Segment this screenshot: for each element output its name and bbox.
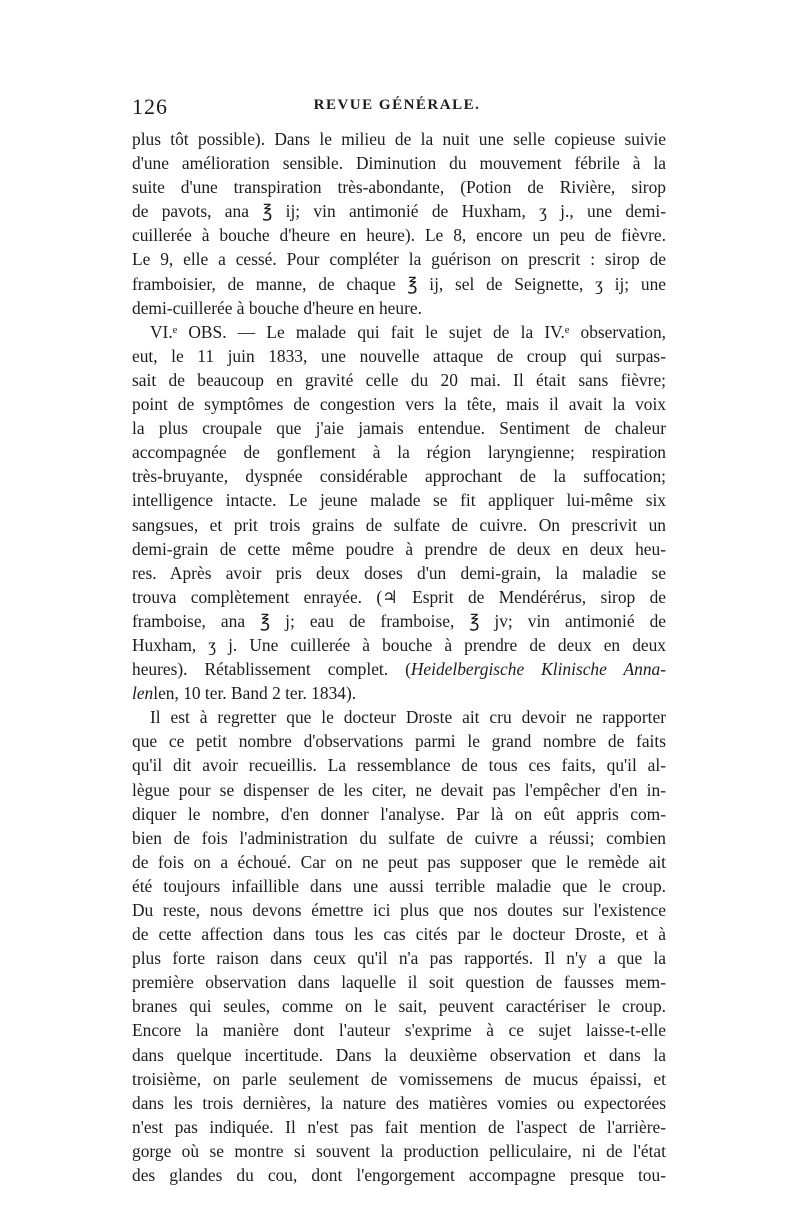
text-line: demi-grain de cette même poudre à prendre de deux en deux heu- (132, 538, 666, 559)
text-line: dans les trois dernières, la nature des matières vomies ou expectorées (132, 1092, 666, 1113)
text-line: eut, le 11 juin 1833, une nouvelle attaque de croup qui surpas- (132, 345, 666, 366)
text-line: cuillerée à bouche d'heure en heure). Le 8, encore un peu de fièvre. (132, 225, 666, 246)
text-line: plus forte raison dans ceux qu'il n'a pas rapportés. Il n'y a que la (132, 948, 666, 969)
text-line: intelligence intacte. Le jeune malade se fit appliquer lui-même six (132, 490, 666, 511)
journal-title-suffix: len (132, 683, 154, 704)
text-line: demi-cuillerée à bouche d'heure en heure. (132, 297, 422, 318)
page-number: 126 (132, 94, 168, 119)
text-line: point de symptômes de congestion vers la tête, mais il avait la voix (132, 394, 666, 415)
text-line: très-bruyante, dyspnée considérable approchant de la suffocation; (132, 466, 666, 487)
text-line: Il est à regretter que le docteur Droste ait cru devoir ne rapporter (150, 707, 666, 728)
text-line: Huxham, ʒ j. Une cuillerée à bouche à prendre de deux en deux (132, 634, 666, 655)
journal-title: Heidelbergische Klinische Anna- (410, 659, 666, 680)
text-line: Encore la manière dont l'auteur s'exprime à ce sujet laisse-t-elle (132, 1020, 666, 1041)
text-line: framboisier, de manne, de chaque ℥ ij, sel de Seignette, ʒ ij; une (132, 273, 666, 294)
text-line: sait de beaucoup en gravité celle du 20 mai. Il était sans fièvre; (132, 369, 666, 390)
text-line: des glandes du cou, dont l'engorgement accompagne presque tou- (132, 1165, 666, 1186)
text-line: VI.ᵉ OBS. — Le malade qui fait le sujet de la IV.ᵉ observation, (150, 321, 666, 342)
text-line: bien de fois l'administration du sulfate de cuivre a réussi; combien (132, 827, 666, 848)
page-header (132, 94, 662, 120)
text-line: de cette affection dans tous les cas cités par le docteur Droste, et à (132, 924, 666, 945)
text-line: Du reste, nous devons émettre ici plus que nos doutes sur l'existence (132, 900, 666, 920)
text-line: dans quelque incertitude. Dans la deuxième observation et dans la (132, 1044, 666, 1065)
citation-tail: len, 10 ter. Band 2 ter. 1834). (153, 683, 357, 704)
text-line: qu'il dit avoir recueillis. La ressemblance de tous ces faits, qu'il al- (132, 755, 666, 776)
text-line: n'est pas indiquée. Il n'est pas fait mention de l'aspect de l'arrière- (132, 1116, 666, 1137)
text-line: suite d'une transpiration très-abondante, (Potion de Rivière, sirop (132, 177, 666, 198)
text-line: de pavots, ana ℥ ij; vin antimonié de Huxham, ʒ j., une demi- (132, 201, 666, 222)
text-line: de fois on a échoué. Car on ne peut pas supposer que le remède ait (132, 851, 666, 872)
text-line: diquer le nombre, d'en donner l'analyse. Par là on eût appris com- (132, 803, 666, 824)
text-line: trouva complètement enrayée. (♃ Esprit de Mendérérus, sirop de (132, 586, 666, 607)
text-line: plus tôt possible). Dans le milieu de la nuit une selle copieuse suivie (132, 129, 666, 149)
text-line: la plus croupale que j'aie jamais entendue. Sentiment de chaleur (132, 418, 666, 439)
text-line: res. Après avoir pris deux doses d'un demi-grain, la maladie se (132, 562, 666, 583)
citation-lead: heures). Rétablissement complet. ( (132, 659, 411, 680)
running-head: REVUE GÉNÉRALE. (313, 97, 481, 113)
text-line: accompagnée de gonflement à la région laryngienne; respiration (132, 442, 666, 463)
text-line: gorge où se montre si souvent la production pelliculaire, ni de l'état (132, 1140, 666, 1161)
text-line-citation-end (132, 681, 666, 705)
text-line: branes qui seules, comme on le sait, peuvent caractériser le croup. (132, 996, 666, 1017)
body-text (132, 127, 666, 1187)
text-line: Le 9, elle a cessé. Pour compléter la guérison on prescrit : sirop de (132, 249, 666, 270)
text-line: que ce petit nombre d'observations parmi le grand nombre de faits (132, 731, 666, 752)
text-line: première observation dans laquelle il soit question de fausses mem- (132, 972, 666, 993)
text-line: d'une amélioration sensible. Diminution du mouvement fébrile à la (132, 153, 666, 174)
text-line: troisième, on parle seulement de vomissemens de mucus épaissi, et (132, 1068, 666, 1089)
text-line-with-citation (132, 657, 666, 681)
text-line: lègue pour se dispenser de les citer, ne devait pas l'empêcher d'en in- (132, 779, 666, 800)
text-line: framboise, ana ℥ j; eau de framboise, ℥ jv; vin antimonié de (132, 610, 666, 631)
text-line: sangsues, et prit trois grains de sulfate de cuivre. On prescrivit un (132, 514, 666, 535)
text-line: été toujours infaillible dans une aussi terrible maladie que le croup. (132, 875, 666, 896)
